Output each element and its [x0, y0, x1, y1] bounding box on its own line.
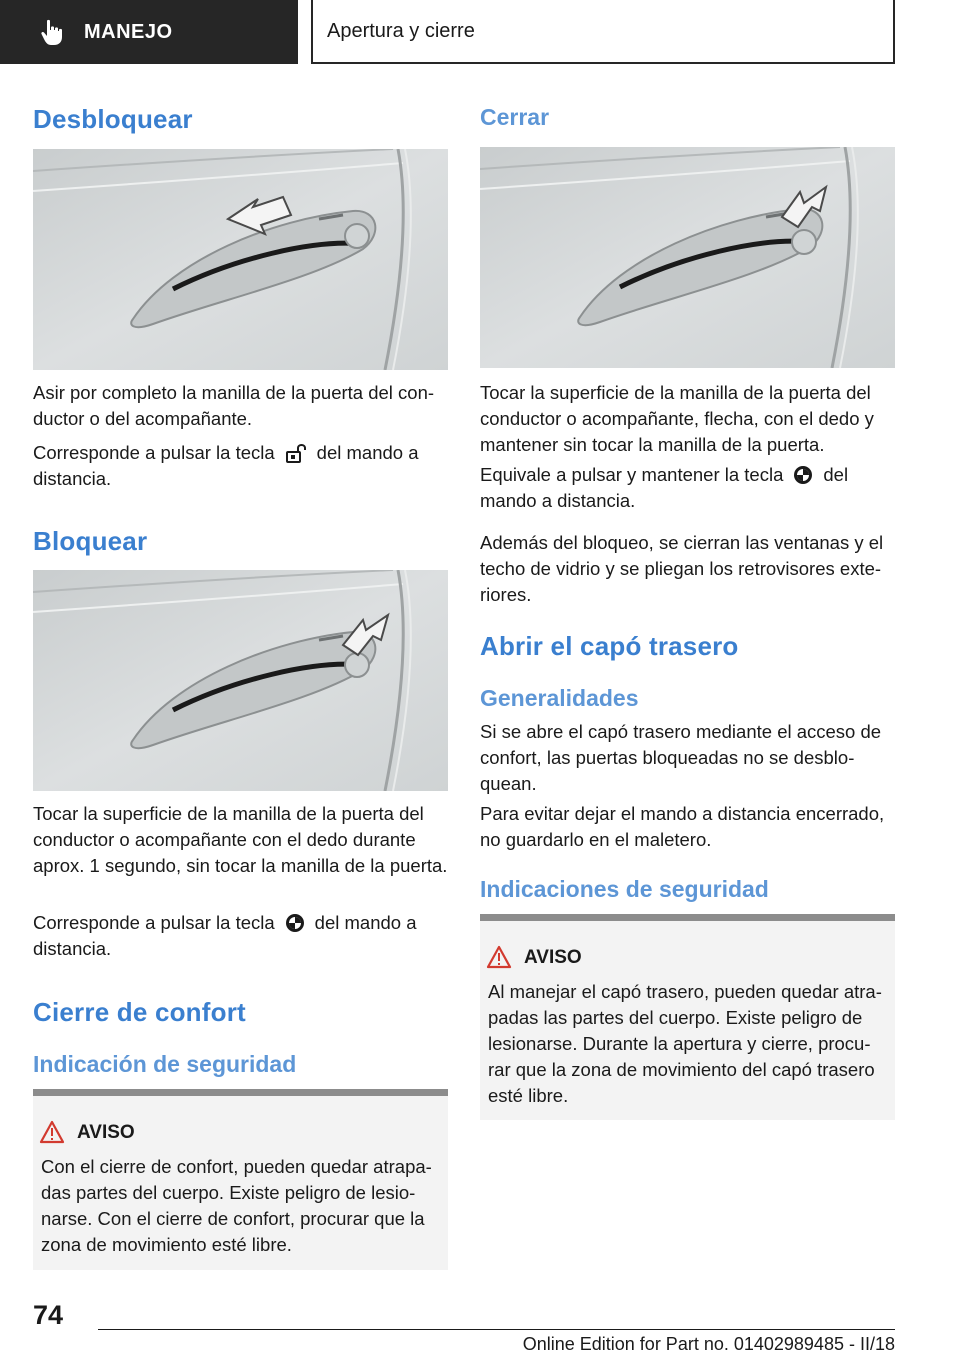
unlock-instruction: Asir por completo la manilla de la puerta del con-ductor o del acompañante.	[33, 382, 435, 429]
section-label: MANEJO	[84, 20, 173, 43]
hand-touch-icon	[40, 18, 66, 46]
lock-equiv-after: del mando a distancia.	[33, 912, 417, 959]
heading-cierre-confort: Cierre de confort	[33, 997, 246, 1027]
unlock-equiv-after: del mando a distancia.	[33, 442, 419, 489]
chapter-header	[311, 0, 895, 64]
close-equiv-before: Equivale a pulsar y mantener la tecla	[480, 464, 784, 485]
unlock-equiv-before: Corresponde a pulsar la tecla	[33, 442, 275, 463]
warning-triangle-icon	[39, 1120, 65, 1144]
lock-instruction: Tocar la superficie de la manilla de la puerta del conductor o acompañante con el dedo durante aprox. 1 segundo, sin tocar la manilla de la puerta.	[33, 803, 448, 876]
unlock-equivalent	[33, 440, 448, 492]
warning-title: AVISO	[77, 1122, 135, 1143]
close-extra-info: Además del bloqueo, se cierran las ventanas y el techo de vidrio y se pliegan los retrovisores exte-riores.	[480, 532, 884, 605]
subheading-indicaciones-seguridad: Indicaciones de seguridad	[480, 876, 769, 902]
heading-bloquear: Bloquear	[33, 526, 148, 556]
warning-text: Con el cierre de confort, pueden quedar atrapa-das partes del cuerpo. Existe peligro de lesio-narse. Con el cierre de confort, procurar que la zona de movimiento esté libre.	[41, 1156, 432, 1255]
comfort-close-warning-box	[33, 1089, 448, 1270]
page-number: 74	[33, 1300, 64, 1330]
heading-cerrar: Cerrar	[480, 104, 550, 130]
footer-divider	[98, 1329, 895, 1330]
lock-equiv-before: Corresponde a pulsar la tecla	[33, 912, 275, 933]
section-tab	[0, 0, 298, 64]
subheading-generalidades: Generalidades	[480, 685, 639, 711]
close-instruction: Tocar la superficie de la manilla de la puerta del conductor o acompañante, flecha, con el dedo y mantener sin tocar la manilla de la puerta.	[480, 382, 874, 455]
close-equiv-after: del mando a distancia.	[480, 464, 849, 511]
door-handle-unlock-figure	[33, 149, 448, 370]
subheading-indicacion-seguridad: Indicación de seguridad	[33, 1051, 297, 1077]
warning-title: AVISO	[524, 947, 582, 968]
warning-text: Al manejar el capó trasero, pueden quedar atra-padas las partes del cuerpo. Existe peligro de lesionarse. Durante la apertura y cierre, procu-rar que la zona de movimiento del capó trasero esté libre.	[488, 981, 882, 1106]
trunk-general-text-2: Para evitar dejar el mando a distancia encerrado, no guardarlo en el maletero.	[480, 803, 885, 850]
warning-triangle-icon	[486, 945, 512, 969]
bmw-lock-key-icon	[285, 913, 305, 933]
bmw-lock-key-icon	[793, 465, 813, 485]
close-equivalent	[480, 462, 895, 514]
heading-desbloquear: Desbloquear	[33, 104, 193, 134]
edition-footer: Online Edition for Part no. 01402989485 - II/18	[522, 1334, 895, 1354]
trunk-general-text-1: Si se abre el capó trasero mediante el acceso de confort, las puertas bloqueadas no se desblo-quean.	[480, 721, 882, 794]
trunk-warning-box	[480, 914, 895, 1120]
door-handle-close-figure	[480, 147, 895, 368]
lock-equivalent	[33, 910, 448, 962]
chapter-title: Apertura y cierre	[327, 19, 475, 42]
door-handle-lock-figure	[33, 570, 448, 791]
unlock-key-icon	[285, 443, 307, 463]
heading-abrir-capo: Abrir el capó trasero	[480, 631, 739, 661]
